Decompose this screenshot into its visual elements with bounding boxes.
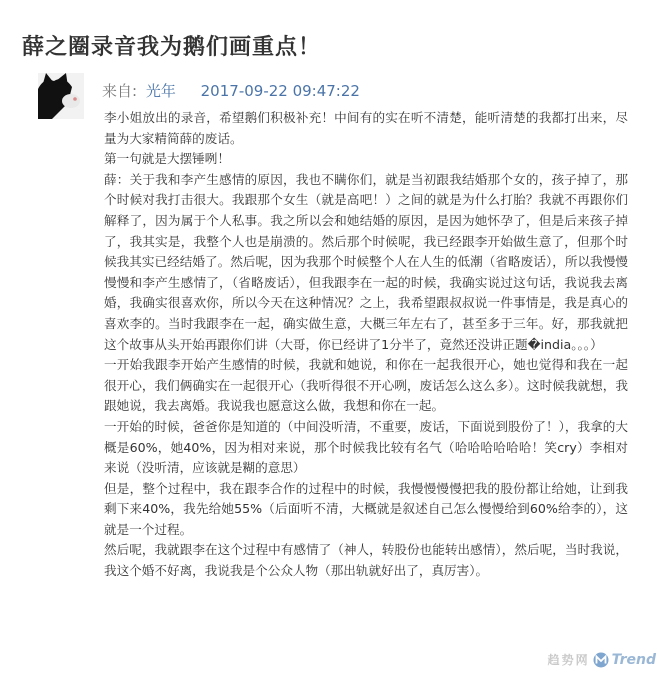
- paragraph: 一开始的时候，爸爸你是知道的（中间没听清，不重要，废话，下面说到股份了！），我拿的大概是60%，她40%，因为相对来说，那个时候我比较有名气（哈哈哈哈哈哈！笑cry）李相对来说（没听清，应该就是糊的意思）: [104, 418, 628, 476]
- watermark-text: 趋势网: [547, 653, 590, 667]
- post-meta: [102, 80, 360, 101]
- post-content: [104, 108, 628, 582]
- post-timestamp: 2017-09-22 09:47:22: [200, 82, 360, 100]
- post-title: 薛之圈录音我为鹅们画重点！: [22, 35, 322, 60]
- author-link[interactable]: 光年: [145, 82, 176, 100]
- paragraph: 李小姐放出的录音，希望鹅们积极补充！中间有的实在听不清楚，能听清楚的我都打出来，尽量为大家精简薛的废话。: [104, 110, 628, 146]
- from-label: 来自:: [102, 82, 138, 100]
- paragraph: 但是，整个过程中，我在跟李合作的过程中的时候，我慢慢慢慢把我的股份都让给她，让到我剩下来40%，我先给她55%（后面听不清，大概就是叙述自己怎么慢慢给到60%给李的），这就是一个过程。: [104, 480, 628, 537]
- paragraph: 一开始我跟李开始产生感情的时候，我就和她说，和你在一起我很开心，她也觉得和我在一起很开心，我们俩确实在一起很开心（我听得很不开心咧，废话怎么这么多）。这时候我就想，我跟她说，我去离婚。我说我也愿意这么做，我想和你在一起。: [104, 357, 628, 414]
- paragraph: 薛：关于我和李产生感情的原因，我也不瞒你们，就是当初跟我结婚那个女的，孩子掉了，那个时候对我打击很大。我跟那个女生（就是高吧！）之间的就是为什么打胎？我就不再跟你们解释了，因为属于个人私事。我之所以会和她结婚的原因，是因为她怀孕了，但是后来孩子掉了，我其实是，我整个人也是崩溃的。然后那个时候呢，我已经跟李开始做生意了，但那个时候我其实已经结婚了。然后呢，因为我那个时候整个人在人生的低潮（省略废话），所以我慢慢慢慢和李产生感情了，（省略废话），但我跟李在一起的时候，我确实说过这句话，我说我去离婚，我确实很喜欢你，所以今天在这种情况？之上，我希望跟叔叔说一件事情是，我是真心的喜欢李的。当时我跟李在一起，确实做生意，大概三年左右了，甚至多于三年。好，那我就把这个故事从头开始再跟你们讲（大哥，你已经讲了1分半了，竟然还没讲正题�india。。。）: [104, 171, 628, 352]
- watermark-brand: Trend: [611, 651, 656, 668]
- watermark: [548, 651, 656, 668]
- black-cat-avatar-icon: [38, 73, 84, 119]
- m-logo-icon: [593, 652, 609, 668]
- paragraph: 第一句就是大摆锤咧！: [104, 151, 230, 167]
- avatar[interactable]: [38, 73, 84, 119]
- paragraph: 然后呢，我就跟李在这个过程中有感情了（神人，转股份也能转出感情），然后呢，当时我说，我这个婚不好离，我说我是个公众人物（那出轨就好出了，真厉害）。: [104, 542, 628, 579]
